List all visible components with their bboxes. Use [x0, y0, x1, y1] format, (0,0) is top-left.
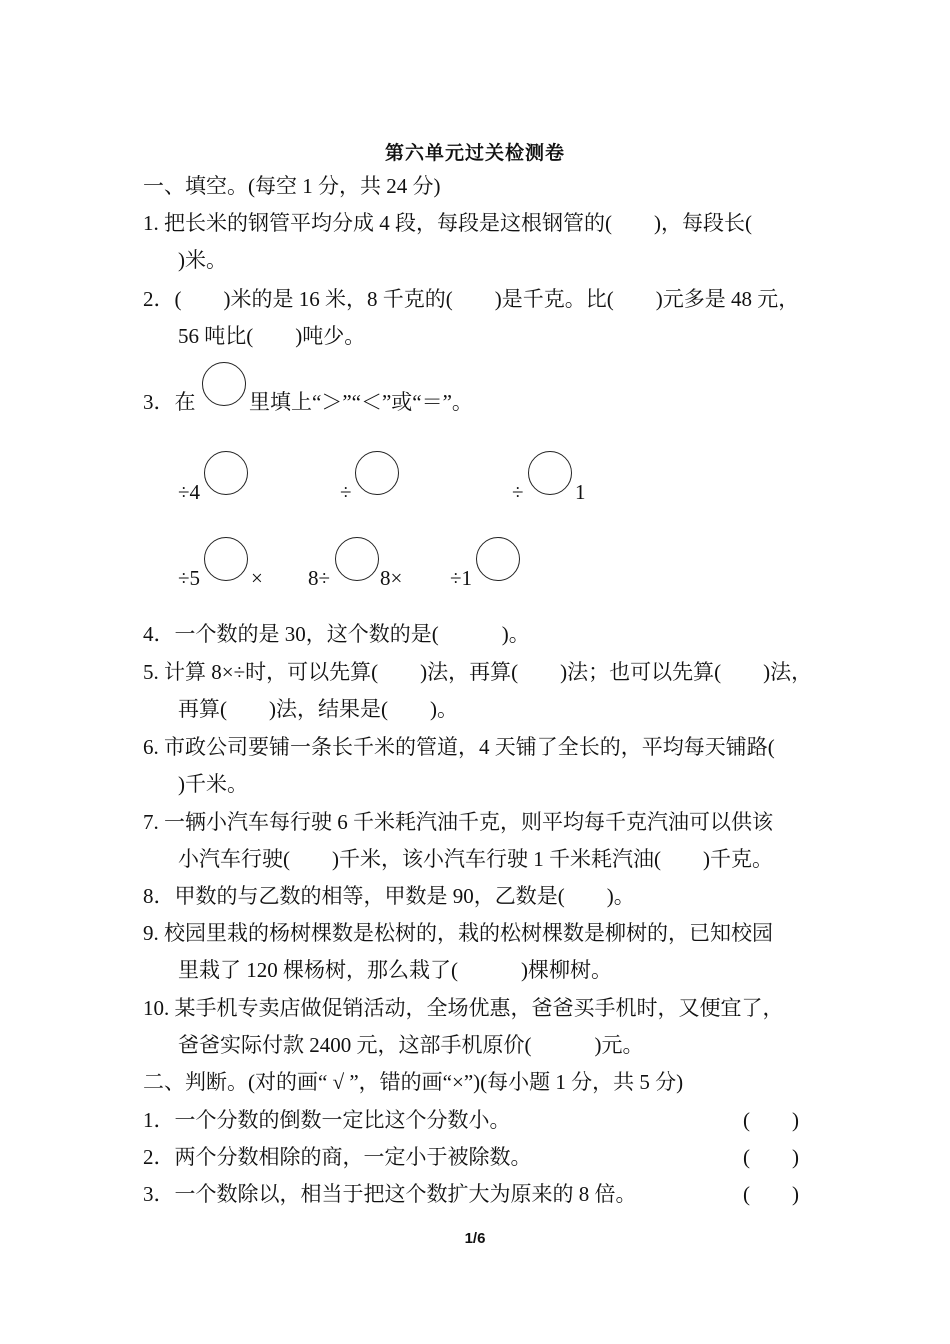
compare-circle-2c[interactable]: [476, 537, 520, 581]
judge-1-text: 1．一个分数的倒数一定比这个分数小。: [143, 1108, 511, 1132]
compare-circle-example: [202, 362, 246, 406]
q4: 4．一个数的是 30，这个数的是( )。: [143, 622, 530, 646]
compare-1c-right: 1: [575, 480, 586, 504]
judge-2-text: 2．两个分数相除的商，一定小于被除数。: [143, 1145, 532, 1169]
q8: 8．甲数的与乙数的相等，甲数是 90，乙数是( )。: [143, 884, 635, 908]
q10-line2: 爸爸实际付款 2400 元，这部手机原价( )元。: [178, 1033, 644, 1057]
q1-line2: )米。: [178, 248, 227, 272]
judge-3-answer[interactable]: ( ): [743, 1182, 799, 1206]
section2-heading: 二、判断。(对的画“ √ ”，错的画“×”)(每小题 1 分，共 5 分): [143, 1070, 684, 1094]
q2-line2: 56 吨比( )吨少。: [178, 324, 366, 348]
compare-circle-1a[interactable]: [204, 451, 248, 495]
judge-3-text: 3．一个数除以，相当于把这个数扩大为原来的 8 倍。: [143, 1182, 637, 1206]
compare-1c-left: ÷: [512, 480, 524, 504]
compare-1a-left: ÷4: [178, 480, 201, 504]
q1-line1: 1. 把长米的钢管平均分成 4 段，每段是这根钢管的( )，每段长(: [143, 211, 752, 235]
q6-line2: )千米。: [178, 772, 248, 796]
q7-line2: 小汽车行驶( )千米，该小汽车行驶 1 千米耗汽油( )千克。: [178, 847, 773, 871]
judge-2-answer[interactable]: ( ): [743, 1145, 799, 1169]
compare-2a-right: ×: [251, 566, 263, 590]
q10-line1: 10. 某手机专卖店做促销活动，全场优惠，爸爸买手机时，又便宜了，: [143, 996, 784, 1020]
q3-suffix: 里填上“＞”“＜”或“＝”。: [249, 390, 473, 414]
q7-line1: 7. 一辆小汽车每行驶 6 千米耗汽油千克，则平均每千克汽油可以供该: [143, 810, 773, 834]
compare-1b-left: ÷: [340, 480, 352, 504]
compare-2b-right: 8×: [380, 566, 403, 590]
page-title: 第六单元过关检测卷: [384, 142, 565, 164]
compare-circle-2b[interactable]: [335, 537, 379, 581]
q9-line2: 里栽了 120 棵杨树，那么栽了( )棵柳树。: [178, 958, 612, 982]
q5-line1: 5. 计算 8×÷时，可以先算( )法，再算( )法；也可以先算( )法，: [143, 660, 813, 684]
section1-heading: 一、填空。(每空 1 分，共 24 分): [143, 174, 441, 198]
q6-line1: 6. 市政公司要铺一条长千米的管道，4 天铺了全长的，平均每天铺路(: [143, 735, 775, 759]
q2-line1: 2．( )米的是 16 米，8 千克的( )是千克。比( )元多是 48 元，: [143, 287, 800, 311]
judge-1-answer[interactable]: ( ): [743, 1108, 799, 1132]
compare-circle-1c[interactable]: [528, 451, 572, 495]
q9-line1: 9. 校园里栽的杨树棵数是松树的，栽的松树棵数是柳树的，已知校园: [143, 921, 773, 945]
q5-line2: 再算( )法，结果是( )。: [178, 697, 458, 721]
compare-2a-left: ÷5: [178, 566, 201, 590]
compare-circle-2a[interactable]: [204, 537, 248, 581]
q3-prefix: 3．在: [143, 390, 196, 414]
compare-2b-left: 8÷: [308, 566, 331, 590]
compare-2c-left: ÷1: [450, 566, 473, 590]
page-number: 1/6: [464, 1230, 486, 1247]
compare-circle-1b[interactable]: [355, 451, 399, 495]
